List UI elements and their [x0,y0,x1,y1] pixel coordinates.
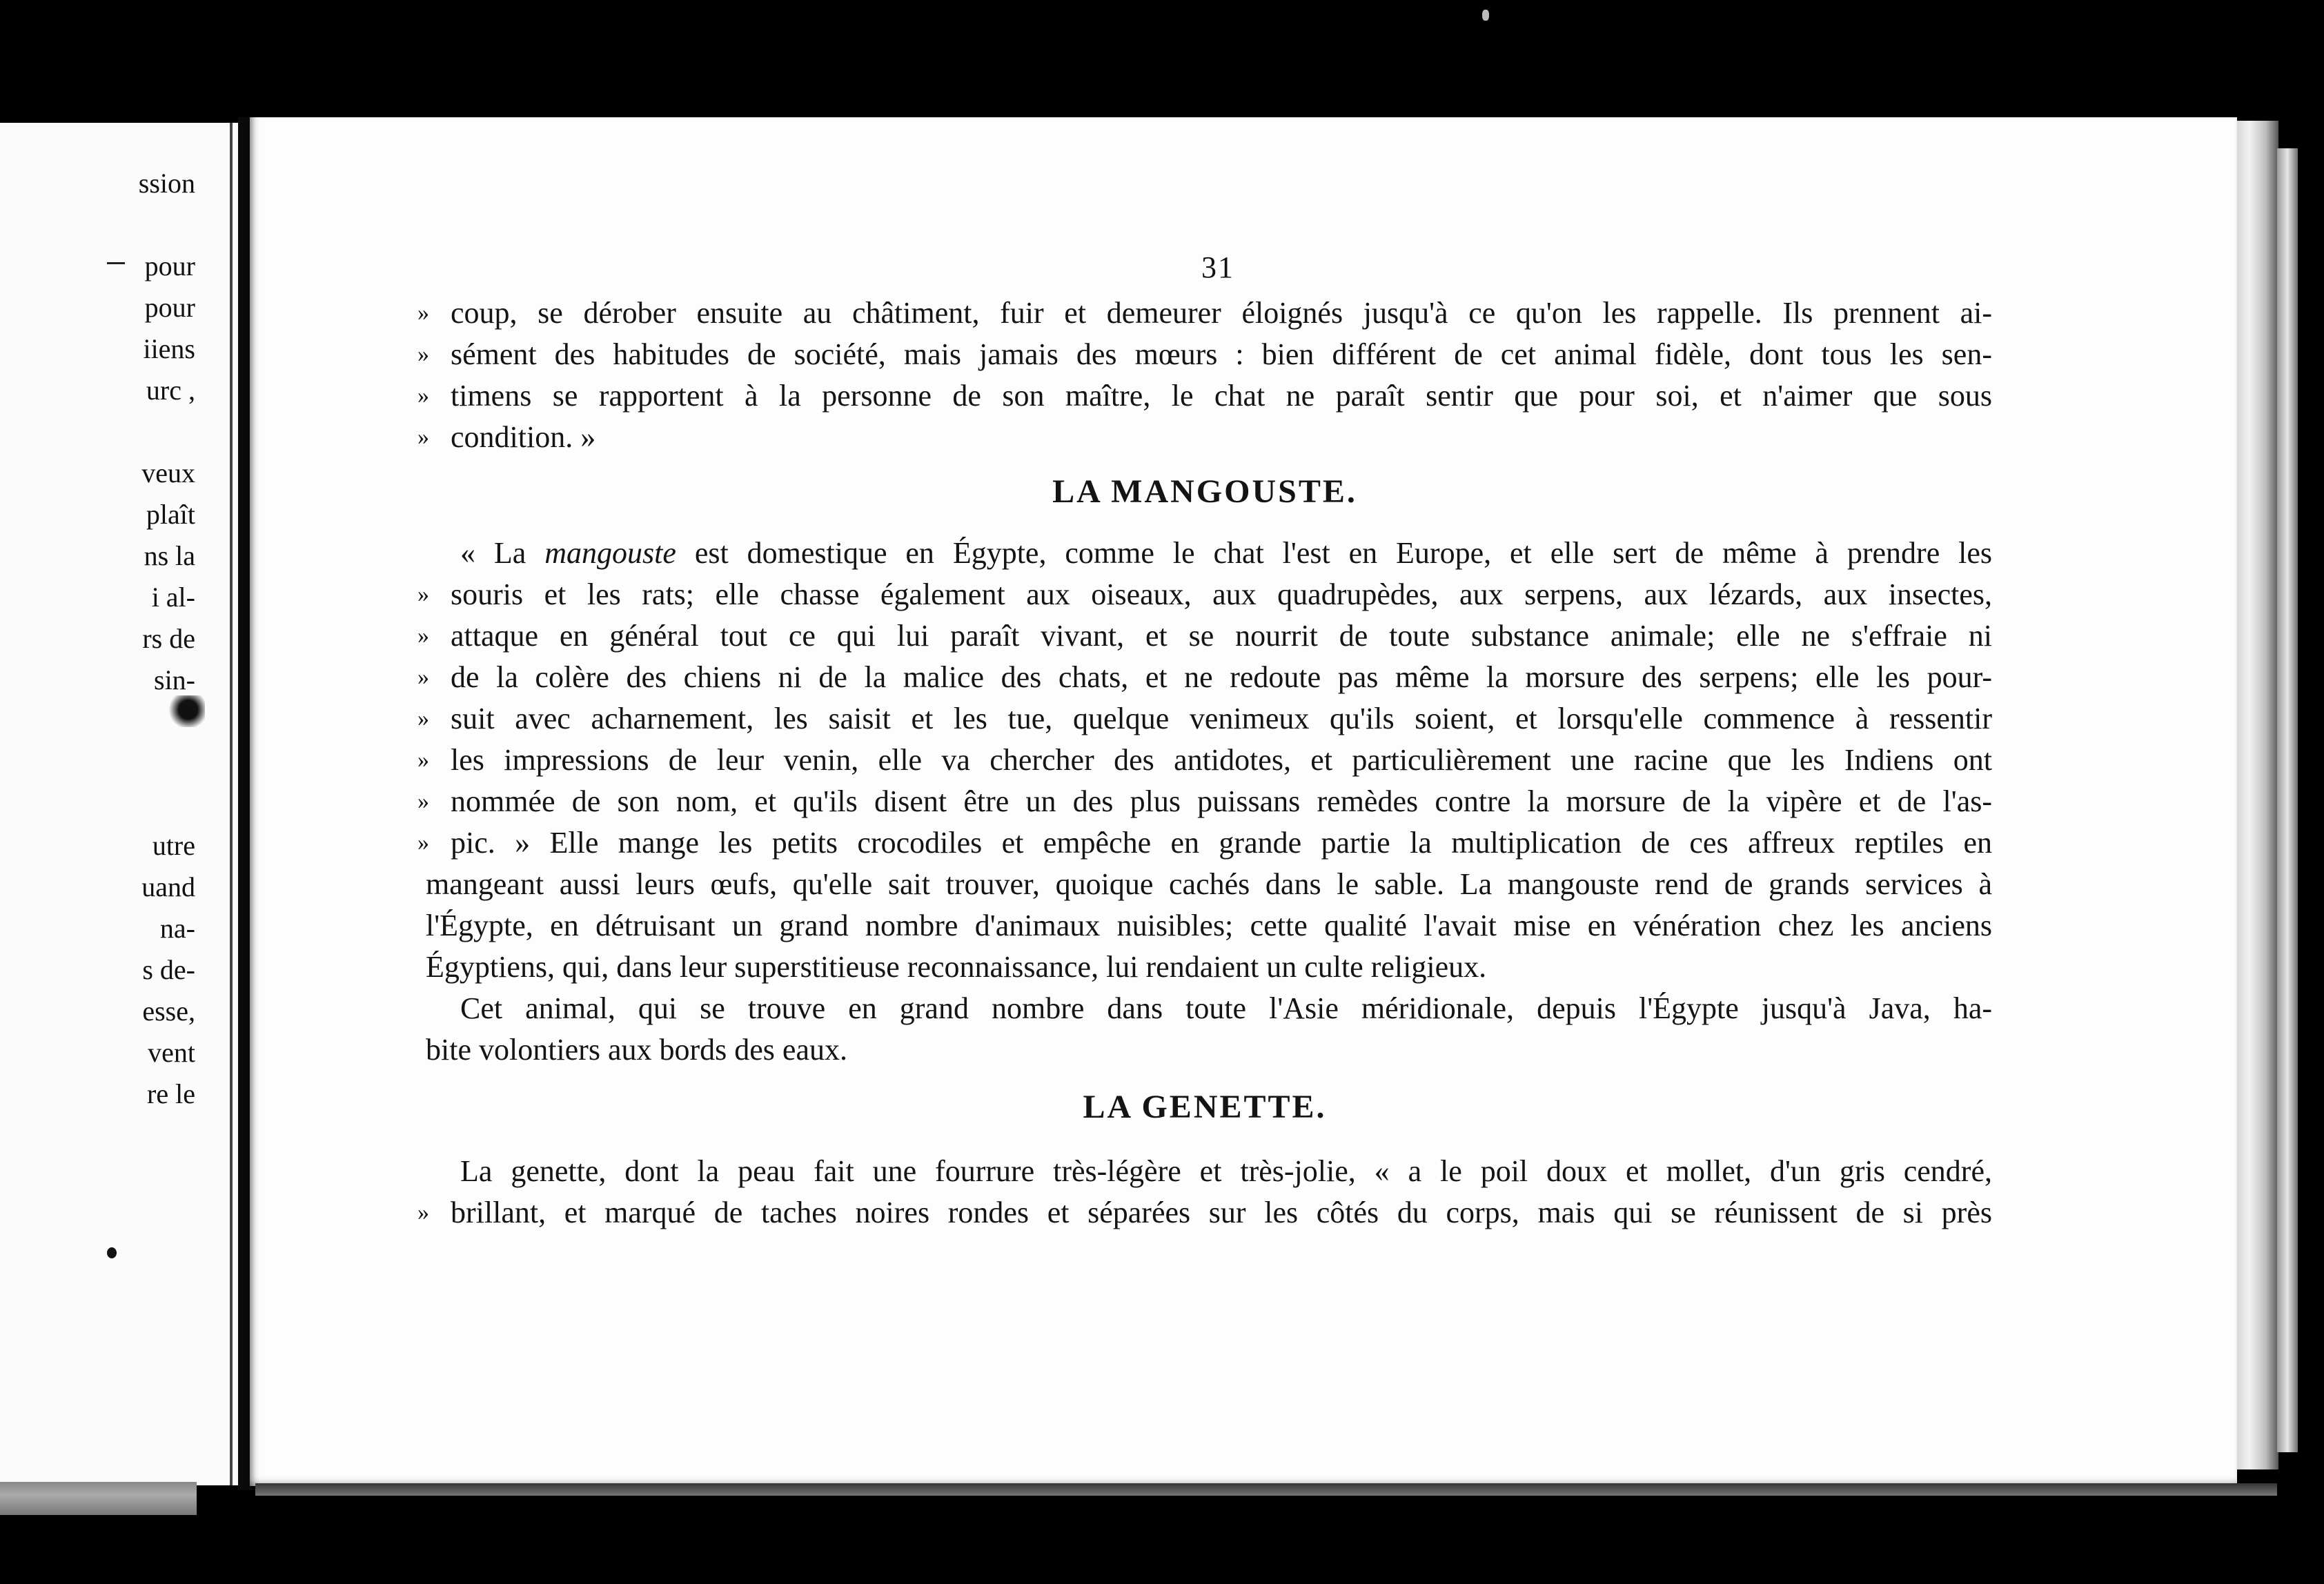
quote-mark: » [417,300,429,326]
left-page-fragment [0,123,240,1485]
left-page-text-fragments [0,123,195,1485]
mangouste-quoted-line: » suit avec acharnement, les saisit et les tue, quelque venimeux qu'ils soient, et lorsqu'elle commence à ressentir [417,698,1992,740]
left-page-text-fragment: na- [159,913,195,944]
left-page-text-fragment: i al- [151,582,195,613]
quote-mark: » [417,664,429,690]
ink-blot [168,695,205,727]
section-heading-genette: LA GENETTE. [1083,1089,1327,1125]
mangouste-quoted-line: » nommée de son nom, et qu'ils disent être un des plus puissans remèdes contre la morsure de la vipère et de l'as- [417,781,1992,822]
left-page-bottom-edge [0,1482,197,1515]
left-page-text-fragment: rs de [142,623,195,654]
continuation-line: » coup, se dérober ensuite au châtiment, fuir et demeurer éloignés jusqu'à ce qu'on les rappelle. Ils prennent ai- [417,293,1992,334]
mangouste-quoted-line: » de la colère des chiens ni de la malice des chats, et ne redoute pas même la morsure des serpens; elle les pour- [417,657,1992,698]
page-stack-edge [2237,121,2278,1469]
quote-mark: » [417,1200,429,1225]
left-page-text-fragment: sin- [154,664,195,695]
left-page-text-fragment: s de- [142,954,195,985]
left-page-text-fragment: esse, [142,996,195,1027]
quote-mark: » [417,747,429,773]
left-page-text-fragment: pour [144,250,195,281]
page-bottom-edge [255,1483,2277,1496]
mangouste-paragraph-line: bite volontiers aux bords des eaux. [426,1033,847,1067]
genette-line: La genette, dont la peau fait une fourrure très-légère et très-jolie, « a le poil doux et mollet, d'un gris cendré, [460,1154,1992,1188]
left-page-edge [230,123,233,1485]
left-page-text-fragment: pour [144,292,195,323]
left-page-text-fragment: re le [147,1078,195,1109]
left-page-text-fragment: utre [152,830,195,861]
mangouste-line: l'Égypte, en détruisant un grand nombre d'animaux nuisibles; cette qualité l'avait mise en vénération chez les anciens [426,909,1992,942]
mangouste-first-line: « La mangouste est domestique en Égypte, comme le chat l'est en Europe, et elle sert de même à prendre les [460,536,1993,570]
scan-speck [1482,10,1489,21]
quote-mark: » [417,424,429,450]
mangouste-quoted-line: » souris et les rats; elle chasse également aux oiseaux, aux quadrupèdes, aux serpens, aux lézards, aux insectes, [417,574,1992,615]
ink-dot [107,1247,117,1258]
continuation-line: » timens se rapportent à la personne de son maître, le chat ne paraît sentir que pour soi, et n'aimer que sous [417,375,1992,417]
mangouste-quoted-line: » les impressions de leur venin, elle va chercher des antidotes, et particulièrement une racine que les Indiens ont [417,740,1992,781]
left-page-text-fragment: iiens [143,333,195,364]
italic-word: mangouste [544,536,676,570]
left-page-text-fragment: ssion [138,168,195,199]
left-page-text-fragment: vent [148,1037,195,1068]
page-number: 31 [1201,250,1234,284]
mangouste-quoted-line: » attaque en général tout ce qui lui paraît vivant, et se nourrit de toute substance animale; elle ne s'effraie ni [417,615,1992,657]
mangouste-line: mangeant aussi leurs œufs, qu'elle sait trouver, quoique cachés dans le sable. La mangouste rend de grands services à [426,867,1992,901]
continuation-line: » sément des habitudes de société, mais jamais des mœurs : bien différent de cet animal fidèle, dont tous les sen- [417,334,1992,375]
left-page-text-fragment: veux [141,457,195,488]
continuation-line: » condition. » [417,417,1992,458]
section-heading-mangouste: LA MANGOUSTE. [1052,473,1357,510]
mangouste-quoted-line: » pic. » Elle mange les petits crocodiles et empêche en grande partie la multiplication de ces affreux reptiles en [417,822,1992,864]
quote-mark: » [417,789,429,814]
left-page-text-fragment: ns la [144,540,195,571]
page-stack-edge-outer [2277,148,2298,1452]
quote-mark: » [417,383,429,408]
genette-quoted-line: » brillant, et marqué de taches noires rondes et séparées sur les côtés du corps, mais qui se réunissent de si près [417,1192,1992,1234]
mangouste-line: Égyptiens, qui, dans leur superstitieuse reconnaissance, lui rendaient un culte religieux. [426,950,1487,984]
quote-mark: » [417,582,429,607]
left-page-text-fragment: uand [141,871,195,902]
quote-mark: » [417,341,429,367]
page-text-block [417,293,1992,1234]
left-page-text-fragment: plaît [146,499,195,530]
quote-mark: » [417,830,429,855]
mangouste-paragraph-line: Cet animal, qui se trouve en grand nombre dans toute l'Asie méridionale, depuis l'Égypte jusqu'à Java, ha- [460,991,1992,1025]
left-page-text-fragment: urc , [146,375,195,406]
quote-mark: » [417,623,429,649]
quote-mark: » [417,706,429,731]
